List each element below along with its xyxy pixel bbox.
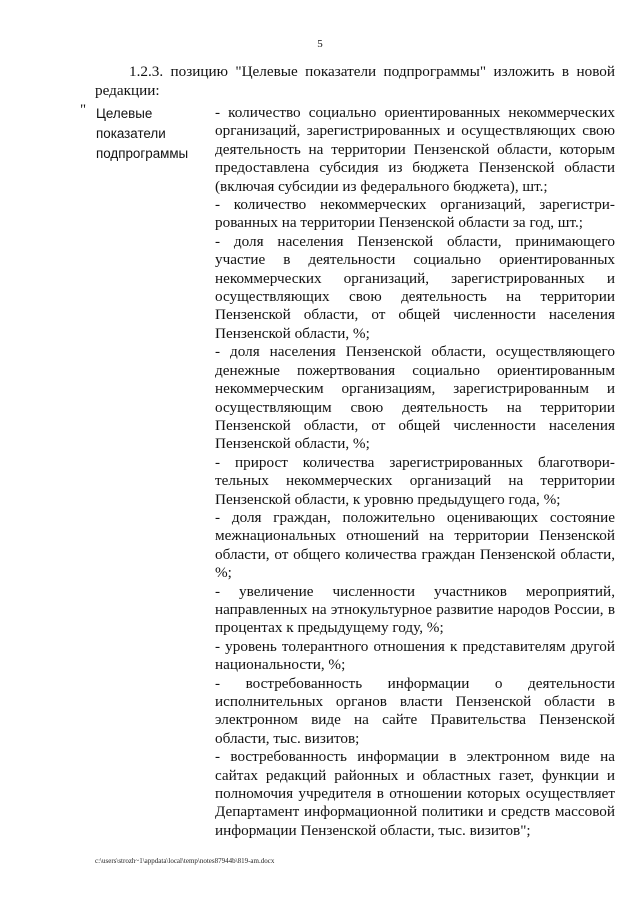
indicator-item: - доля населения Пензенской области, осуществляющего денежные пожертвования социально ориентированным некоммерческим организациям, зарегистрированным и осуществляющим свою деятельность на территории Пензенской области, от общей численности населения Пензенской области, %; bbox=[215, 343, 615, 453]
indicator-item: - количество некоммерческих организаций, зарегистри-рованных на территории Пензенской области за год, шт.; bbox=[215, 196, 615, 232]
row-label-line: подпрограммы bbox=[96, 146, 189, 161]
indicator-item: - прирост количества зарегистрированных благотвори-тельных некоммерческих организаций на территории Пензенской области, к уровню предыдущего года, %; bbox=[215, 453, 615, 508]
indicator-item: - востребованность информации в электронном виде на сайтах редакций районных и областных газет, функции и полномочия учредителя в отношении которых осуществляет Департамент информационной политики и средств массовой информации Пензенской области, тыс. визитов"; bbox=[215, 748, 615, 839]
document-path-footer: c:\users\strozh~1\appdata\local\temp\notes87944b\819-am.docx bbox=[95, 857, 275, 865]
row-label-line: показатели bbox=[96, 126, 166, 141]
row-label bbox=[96, 104, 206, 164]
indicator-item: - доля населения Пензенской области, принимающего участие в деятельности социально ориентированных некоммерческих организаций, зарегистрированных и осуществляющих свою деятельность на территории Пензенской области, от общей численности населения Пензенской области, %; bbox=[215, 232, 615, 342]
page-number: 5 bbox=[317, 38, 323, 50]
indicator-item: - количество социально ориентированных некоммерческих организаций, зарегистрированных и осуществляющих свою деятельность на территории Пензенской области, которым предоставлена субсидия из бюджета Пензенской области (включая субсидии из федерального бюджета), шт.; bbox=[215, 104, 615, 195]
indicator-item: - увеличение численности участников мероприятий, направленных на этнокультурное развитие народов России, в процентах к предыдущему году, %; bbox=[215, 582, 615, 637]
indicator-item: - доля граждан, положительно оценивающих состояние межнациональных отношений на территории Пензенской области, от общего количества граждан Пензенской области, %; bbox=[215, 508, 615, 582]
indicator-item: - уровень толерантного отношения к представителям другой национальности, %; bbox=[215, 637, 615, 674]
intro-paragraph: 1.2.3. позицию "Целевые показатели подпрограммы" изложить в новой редакции: bbox=[95, 63, 615, 99]
indicator-item: - востребованность информации о деятельности исполнительных органов власти Пензенской области в электронном виде на сайте Правительства Пензенской области, тыс. визитов; bbox=[215, 674, 615, 747]
row-label-line: Целевые bbox=[96, 106, 153, 121]
indicator-list bbox=[215, 104, 615, 840]
opening-quote: " bbox=[80, 102, 87, 118]
